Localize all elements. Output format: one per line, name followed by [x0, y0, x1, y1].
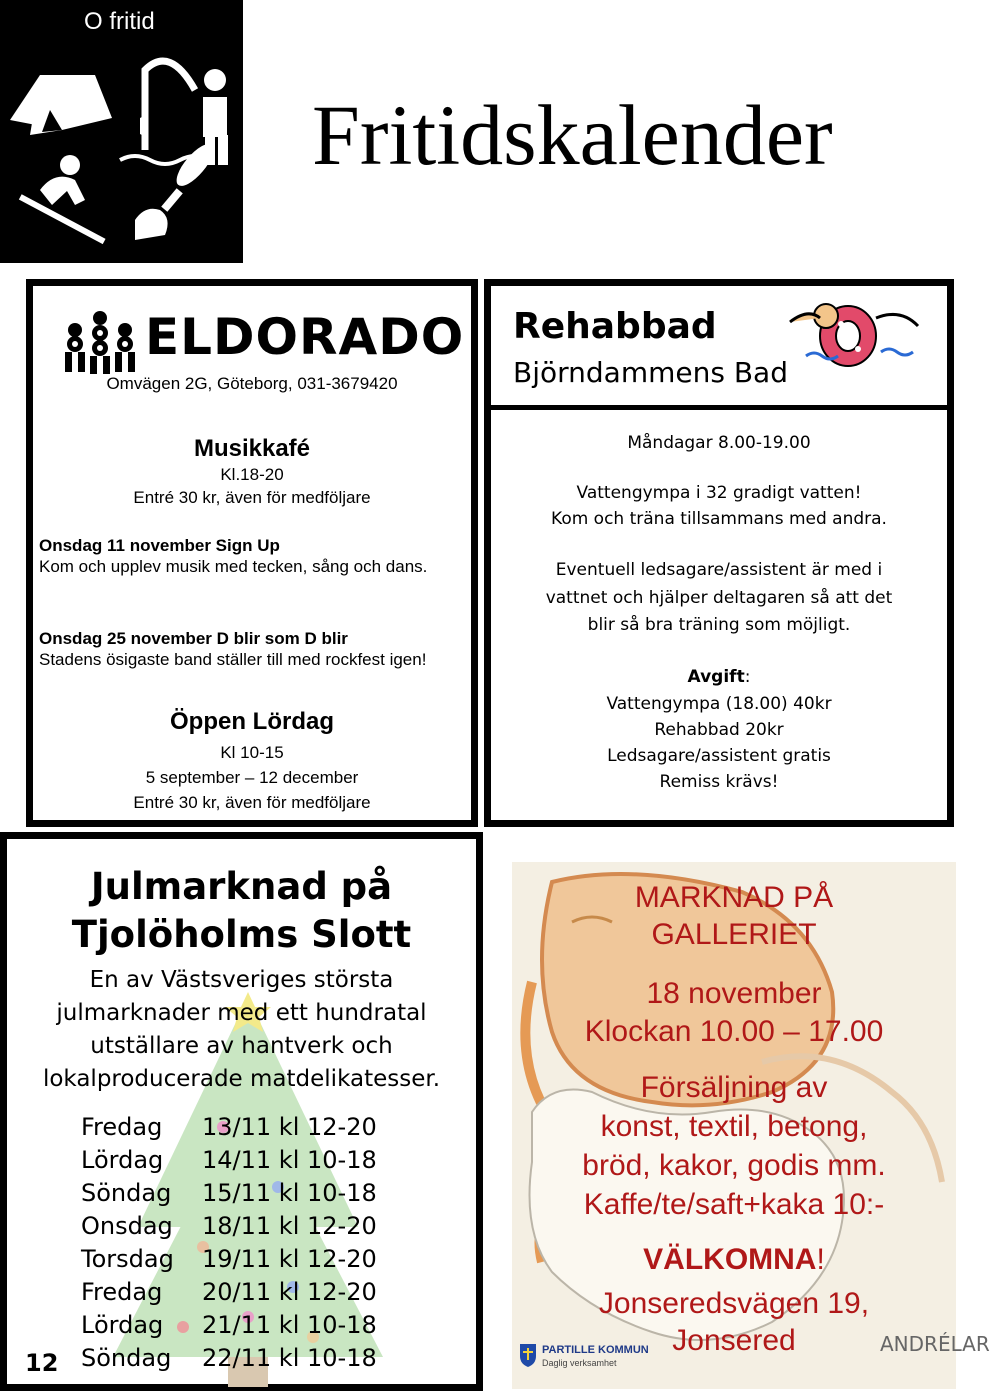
schedule-row [81, 1243, 377, 1275]
schedule-row [81, 1111, 377, 1143]
racket-icon [135, 139, 219, 240]
schedule-time: 18/11 kl 12-20 [202, 1212, 377, 1240]
eldorado-logo-text: ELDORADO [145, 308, 465, 366]
musikkafe-time: Kl.18-20 [220, 465, 284, 484]
schedule-day: Söndag [81, 1344, 172, 1372]
julmarknad-title-2: Tjolöholms Slott [71, 913, 412, 956]
marknad-title-1: MARKNAD PÅ [634, 881, 834, 914]
eldorado-address: Omvägen 2G, Göteborg, 031-3679420 [106, 374, 398, 393]
eldorado-figures-icon [55, 300, 140, 380]
welcome-mark: ! [816, 1243, 825, 1276]
rehabbad-line-2: Kom och träna tillsammans med andra. [551, 509, 887, 529]
schedule-time: 15/11 kl 10-18 [202, 1179, 377, 1207]
open-saturday-dates: 5 september – 12 december [145, 768, 359, 787]
rehabbad-fee-2: Rehabbad 20kr [654, 720, 784, 740]
marknad-sale-4: Kaffe/te/saft+kaka 10:- [583, 1188, 885, 1221]
rehabbad-fee-3: Ledsagare/assistent gratis [607, 746, 831, 766]
schedule-row [81, 1342, 377, 1374]
open-saturday-time: Kl 10-15 [220, 743, 284, 762]
schedule-time: 22/11 kl 10-18 [202, 1344, 377, 1372]
rehabbad-subtitle: Björndammens Bad [513, 356, 788, 389]
fisherman-icon [145, 61, 195, 150]
section-label: O fritid [84, 8, 155, 35]
shield-icon [518, 1342, 538, 1368]
desc-line: utställare av hantverk och [90, 1033, 393, 1059]
desc-line: julmarknader med ett hundratal [56, 1000, 427, 1026]
schedule-day: Torsdag [81, 1245, 174, 1273]
leisure-pictograms-icon [0, 40, 243, 263]
eldorado-box [26, 279, 478, 827]
marknad-date: 18 november [646, 977, 822, 1010]
rehabbad-divider [491, 405, 947, 410]
welcome-text: VÄLKOMNA [643, 1243, 817, 1276]
rehabbad-para-3: blir så bra träning som möjligt. [587, 615, 851, 635]
marknad-address-1: Jonseredsvägen 19, [598, 1287, 870, 1320]
schedule-row [81, 1210, 377, 1242]
open-saturday-entry: Entré 30 kr, även för medföljare [133, 793, 371, 812]
artist-signature: ANDRÉLAR [880, 1332, 990, 1356]
section-badge [0, 0, 243, 263]
rehabbad-title: Rehabbad [513, 306, 717, 347]
event-title: Onsdag 25 november D blir som D blir [39, 629, 348, 648]
schedule-row [81, 1144, 377, 1176]
schedule-day: Fredag [81, 1113, 163, 1141]
event-sign-up [39, 535, 469, 577]
marknad-time: Klockan 10.00 – 17.00 [584, 1015, 884, 1048]
schedule-time: 21/11 kl 10-18 [202, 1311, 377, 1339]
page-number: 12 [25, 1349, 59, 1377]
logo-sub: Daglig verksamhet [542, 1358, 617, 1368]
fee-colon: : [744, 667, 751, 687]
marknad-title-2: GALLERIET [651, 918, 817, 951]
swimmer-icon [786, 294, 926, 372]
event-text: Kom och upplev musik med tecken, sång och dans. [39, 557, 428, 576]
skier-icon [19, 155, 106, 244]
schedule-time: 20/11 kl 12-20 [202, 1278, 377, 1306]
schedule-row [81, 1276, 377, 1308]
logo-name: PARTILLE KOMMUN [542, 1344, 649, 1356]
schedule-row [81, 1309, 377, 1341]
partille-logo [518, 1338, 648, 1378]
schedule-day: Onsdag [81, 1212, 173, 1240]
rehabbad-para-1: Eventuell ledsagare/assistent är med i [555, 560, 883, 580]
schedule-day: Lördag [81, 1311, 164, 1339]
open-saturday-title: Öppen Lördag [170, 708, 334, 735]
marknad-sale-2: konst, textil, betong, [600, 1110, 868, 1143]
marknad-sale-3: bröd, kakor, godis mm. [582, 1149, 886, 1182]
desc-line: En av Västsveriges största [89, 967, 394, 993]
schedule-time: 19/11 kl 12-20 [202, 1245, 377, 1273]
eldorado-logo [55, 300, 475, 378]
rehabbad-fee-label [497, 664, 941, 690]
musikkafe-title: Musikkafé [193, 435, 311, 462]
schedule-day: Söndag [81, 1179, 172, 1207]
rehabbad-box [484, 279, 954, 827]
schedule-day: Fredag [81, 1278, 163, 1306]
marknad-welcome [512, 1242, 956, 1278]
fee-label: Avgift [687, 667, 745, 687]
schedule-time: 14/11 kl 10-18 [202, 1146, 377, 1174]
rehabbad-para-2: vattnet och hjälper deltagaren så att det [545, 588, 893, 608]
rehabbad-fee-1: Vattengympa (18.00) 40kr [606, 694, 832, 714]
rehabbad-schedule: Måndagar 8.00-19.00 [627, 433, 811, 453]
schedule-row [81, 1177, 377, 1209]
event-d-blir [39, 628, 469, 670]
julmarknad-box [0, 832, 483, 1391]
page-title: Fritidskalender [312, 87, 833, 183]
event-text: Stadens ösigaste band ställer till med rockfest igen! [39, 650, 427, 669]
schedule-time: 13/11 kl 12-20 [202, 1113, 377, 1141]
desc-line: lokalproducerade matdelikatesser. [42, 1066, 441, 1092]
marknad-address-2: Jonsered [672, 1324, 796, 1357]
julmarknad-title-1: Julmarknad på [90, 865, 393, 908]
rehabbad-line-1: Vattengympa i 32 gradigt vatten! [576, 483, 862, 503]
schedule-day: Lördag [81, 1146, 164, 1174]
marknad-sale-1: Försäljning av [640, 1071, 828, 1104]
julmarknad-description [7, 964, 476, 1096]
tent-icon [10, 75, 112, 135]
marknad-box [512, 862, 990, 1389]
rehabbad-fee-4: Remiss krävs! [659, 772, 779, 792]
event-title: Onsdag 11 november Sign Up [39, 536, 280, 555]
musikkafe-entry: Entré 30 kr, även för medföljare [133, 488, 371, 507]
